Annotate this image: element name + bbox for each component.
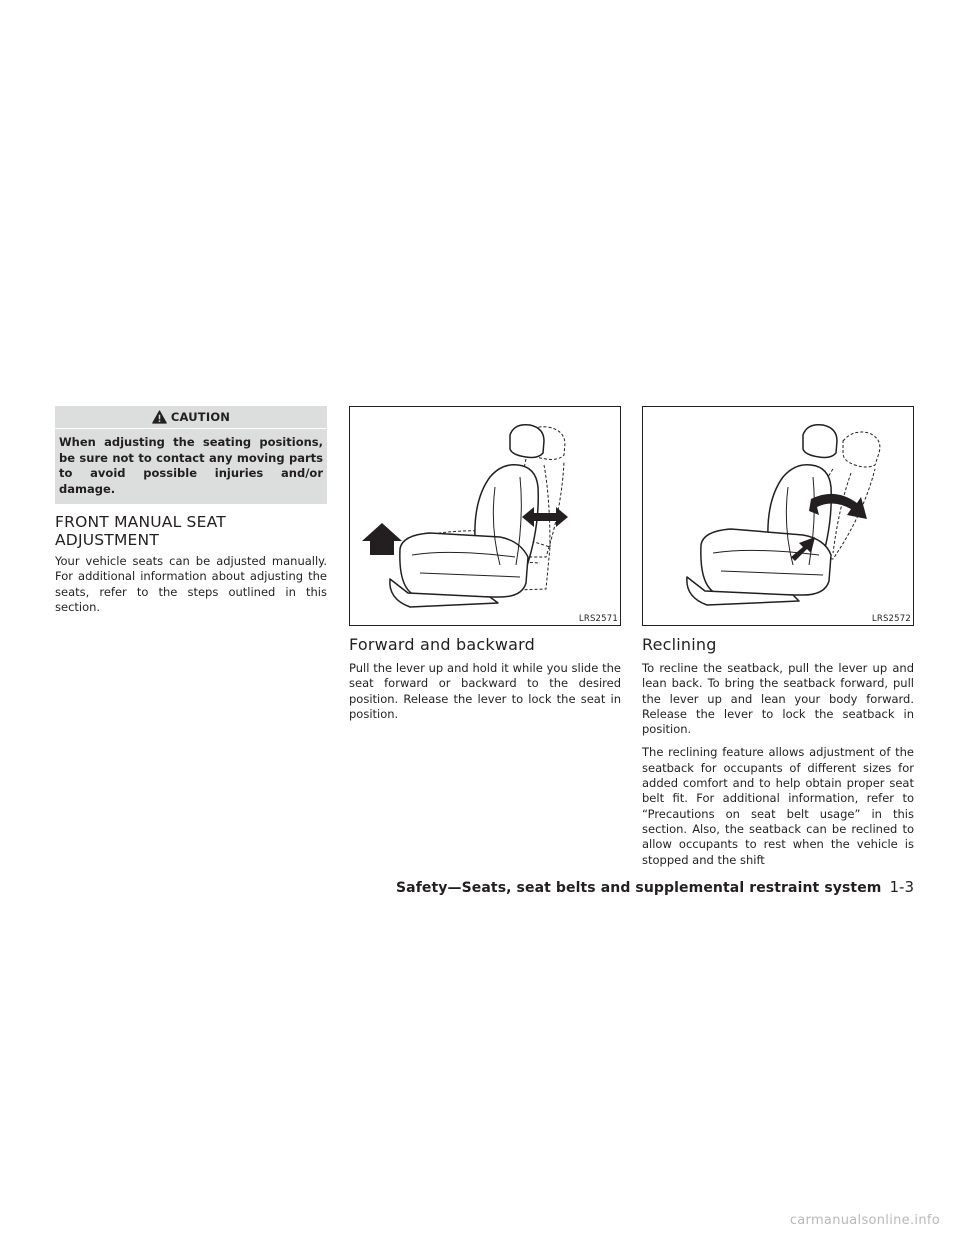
caution-header <box>55 406 327 429</box>
footer-section-title: Safety—Seats, seat belts and supplemental restraint system <box>395 880 882 896</box>
arrow-up-icon <box>362 523 402 555</box>
forward-backward-figure <box>349 406 621 626</box>
middle-column <box>349 406 621 730</box>
reclining-heading: Reclining <box>642 635 717 654</box>
forward-backward-text: Pull the lever up and hold it while you slide the seat forward or backward to the desired position. Release the lever to lock the seat in position. <box>349 661 621 721</box>
section-heading-line2: ADJUSTMENT <box>55 531 159 549</box>
reclining-figure <box>642 406 914 626</box>
seat-illustration <box>643 407 913 625</box>
left-column <box>55 406 327 623</box>
right-column <box>642 406 914 876</box>
caution-title: CAUTION <box>170 410 231 424</box>
section-heading <box>55 513 327 549</box>
figure-code: LRS2571 <box>578 614 618 624</box>
watermark[interactable]: carmanualsonline.info <box>789 1213 940 1228</box>
reclining-text-2: The reclining feature allows adjustment of the seatback for occupants of different sizes for added comfort and to help obtain proper seat belt fit. For additional information, refer to “Precautions on seat belt usage” in this section. Also, the seatback can be reclined to allow occupants to rest when the vehicle is stopped and the shift <box>642 745 914 867</box>
forward-backward-heading: Forward and backward <box>349 635 535 654</box>
page-number: 1-3 <box>889 878 914 896</box>
caution-box <box>55 406 327 504</box>
seat-illustration <box>350 407 620 625</box>
caution-text: When adjusting the seating positions, be sure not to contact any moving parts to avoid possible injuries and/or damage. <box>59 435 323 496</box>
figure-code: LRS2572 <box>871 614 911 624</box>
section-heading-line1: FRONT MANUAL SEAT <box>55 513 226 531</box>
section-intro-text: Your vehicle seats can be adjusted manually. For additional information about adjusting the seats, refer to the steps outlined in this section. <box>55 554 327 614</box>
warning-icon <box>152 410 167 424</box>
reclining-text-1: To recline the seatback, pull the lever up and lean back. To bring the seatback forward, pull the lever up and lean your body forward. Release the lever to lock the seatback in position. <box>642 661 914 737</box>
page-footer <box>0 878 914 896</box>
